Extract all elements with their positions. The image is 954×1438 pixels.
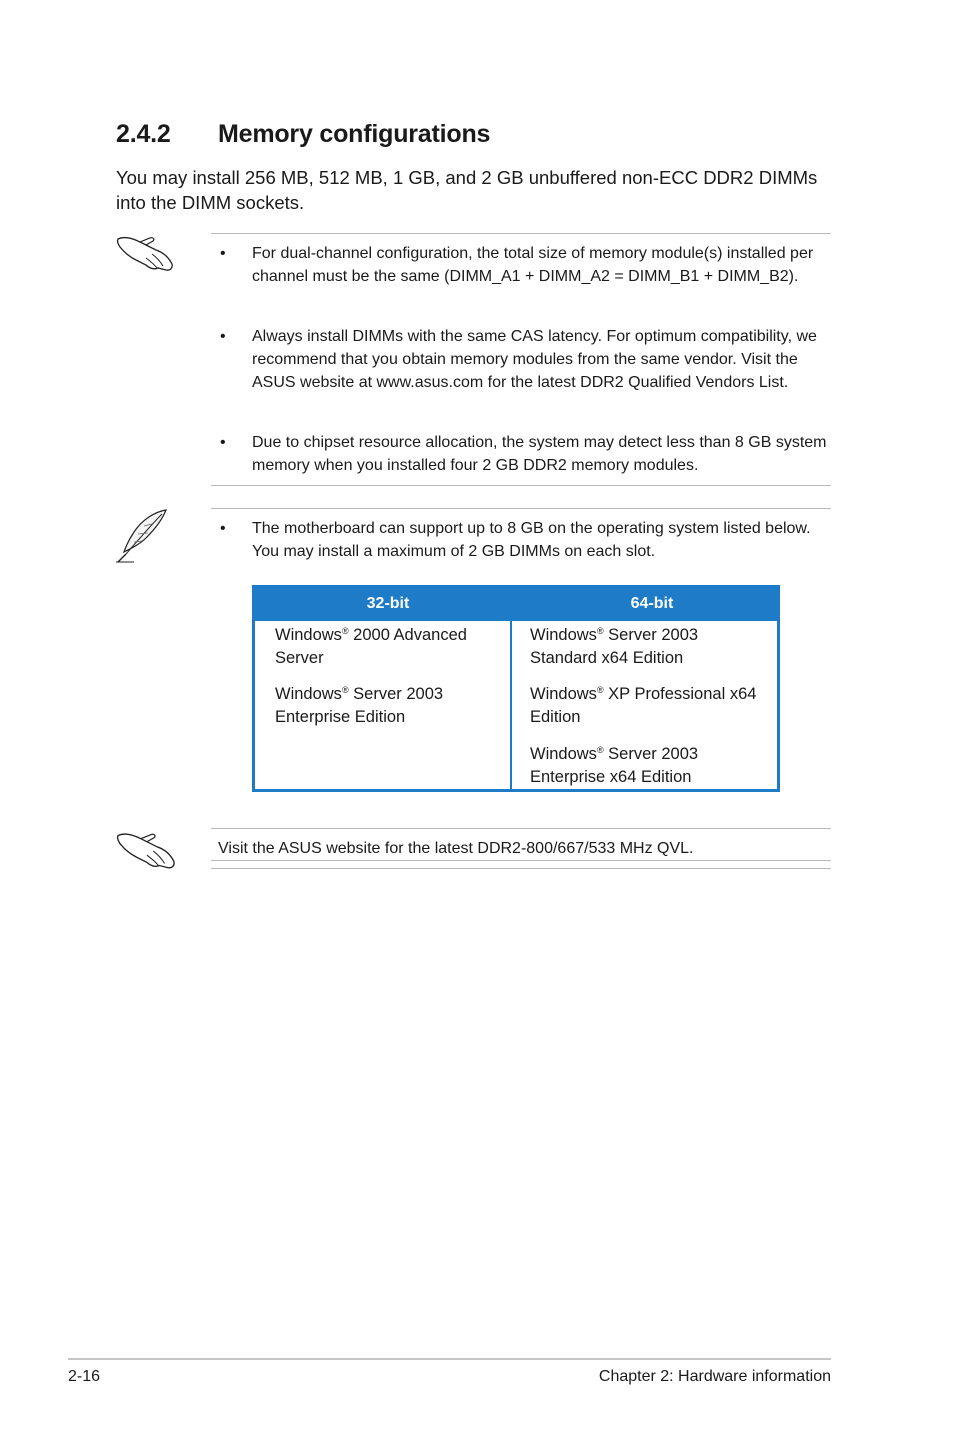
- os-brand: Windows: [530, 626, 597, 644]
- section-number: 2.4.2: [116, 120, 171, 148]
- table-cell-64bit: [530, 683, 770, 729]
- os-name: Server 2003: [348, 685, 444, 703]
- os-name: 2000 Advanced: [348, 626, 467, 644]
- os-name: XP Professional x64: [603, 685, 757, 703]
- note3-mid-rule: [211, 860, 831, 861]
- list-item-text: The motherboard can support up to 8 GB on the operating system listed below. You may install a maximum of 2 GB DIMMs on each slot.: [252, 520, 811, 560]
- note2-bullets: [220, 517, 840, 567]
- footer-rule: [68, 1358, 831, 1360]
- table-cell-64bit: [530, 624, 770, 670]
- table-header-32bit: 32-bit: [366, 595, 410, 612]
- os-edition: Standard x64 Edition: [530, 649, 684, 667]
- pointing-hand-icon: [116, 230, 176, 274]
- os-edition: Enterprise Edition: [275, 708, 406, 726]
- list-item-text: Due to chipset resource allocation, the system may detect less than 8 GB system memory when you installed four 2 GB DDR2 memory modules.: [252, 434, 827, 474]
- intro-paragraph: You may install 256 MB, 512 MB, 1 GB, and 2 GB unbuffered non-ECC DDR2 DIMMs into the DIMM sockets.: [116, 167, 818, 213]
- os-name: Server 2003: [603, 626, 699, 644]
- table-header-row: [255, 588, 777, 621]
- registered-mark: ®: [341, 626, 349, 636]
- os-name: Server 2003: [603, 745, 699, 763]
- quill-pen-icon: [114, 508, 170, 564]
- note3-text: Visit the ASUS website for the latest DDR2-800/667/533 MHz QVL.: [218, 840, 694, 857]
- os-brand: Windows: [275, 685, 342, 703]
- os-brand: Windows: [275, 626, 342, 644]
- table-header-64bit: 64-bit: [630, 595, 674, 612]
- os-edition: Edition: [530, 708, 581, 726]
- pointing-hand-icon: [116, 826, 178, 872]
- registered-mark: ®: [341, 685, 349, 695]
- list-item-text: Always install DIMMs with the same CAS latency. For optimum compatibility, we recommend that you obtain memory modules from the same vendor. Visit the ASUS website at www.asus.com for the latest DDR2 Qualified Vendors List.: [252, 328, 817, 391]
- os-support-table: [252, 585, 780, 792]
- bullet-dot: •: [220, 328, 226, 345]
- bullet-dot: •: [220, 434, 226, 451]
- list-item-text: For dual-channel configuration, the total size of memory module(s) installed per channel must be the same (DIMM_A1 + DIMM_A2 = DIMM_B1 + DIMM_B2).: [252, 245, 814, 285]
- note1-top-rule: [211, 233, 831, 234]
- page-number: 2-16: [68, 1368, 101, 1385]
- registered-mark: ®: [596, 626, 604, 636]
- os-brand: Windows: [530, 685, 597, 703]
- section-heading: [116, 120, 490, 149]
- note1-bullets: [220, 242, 840, 482]
- os-edition: Server: [275, 649, 324, 667]
- bullet-dot: •: [220, 520, 226, 537]
- registered-mark: ®: [596, 685, 604, 695]
- note3-bottom-rule: [211, 868, 831, 869]
- table-cell-32bit: [275, 624, 515, 670]
- section-title: Memory configurations: [218, 120, 491, 148]
- chapter-title: Chapter 2: Hardware information: [598, 1368, 831, 1385]
- note2-top-rule: [211, 508, 831, 509]
- table-cell-64bit: [530, 743, 770, 789]
- table-cell-32bit: [275, 683, 515, 729]
- registered-mark: ®: [596, 745, 604, 755]
- note1-bottom-rule: [211, 485, 831, 486]
- bullet-dot: •: [220, 245, 226, 262]
- os-edition: Enterprise x64 Edition: [530, 768, 692, 786]
- os-brand: Windows: [530, 745, 597, 763]
- note3-top-rule: [211, 828, 831, 829]
